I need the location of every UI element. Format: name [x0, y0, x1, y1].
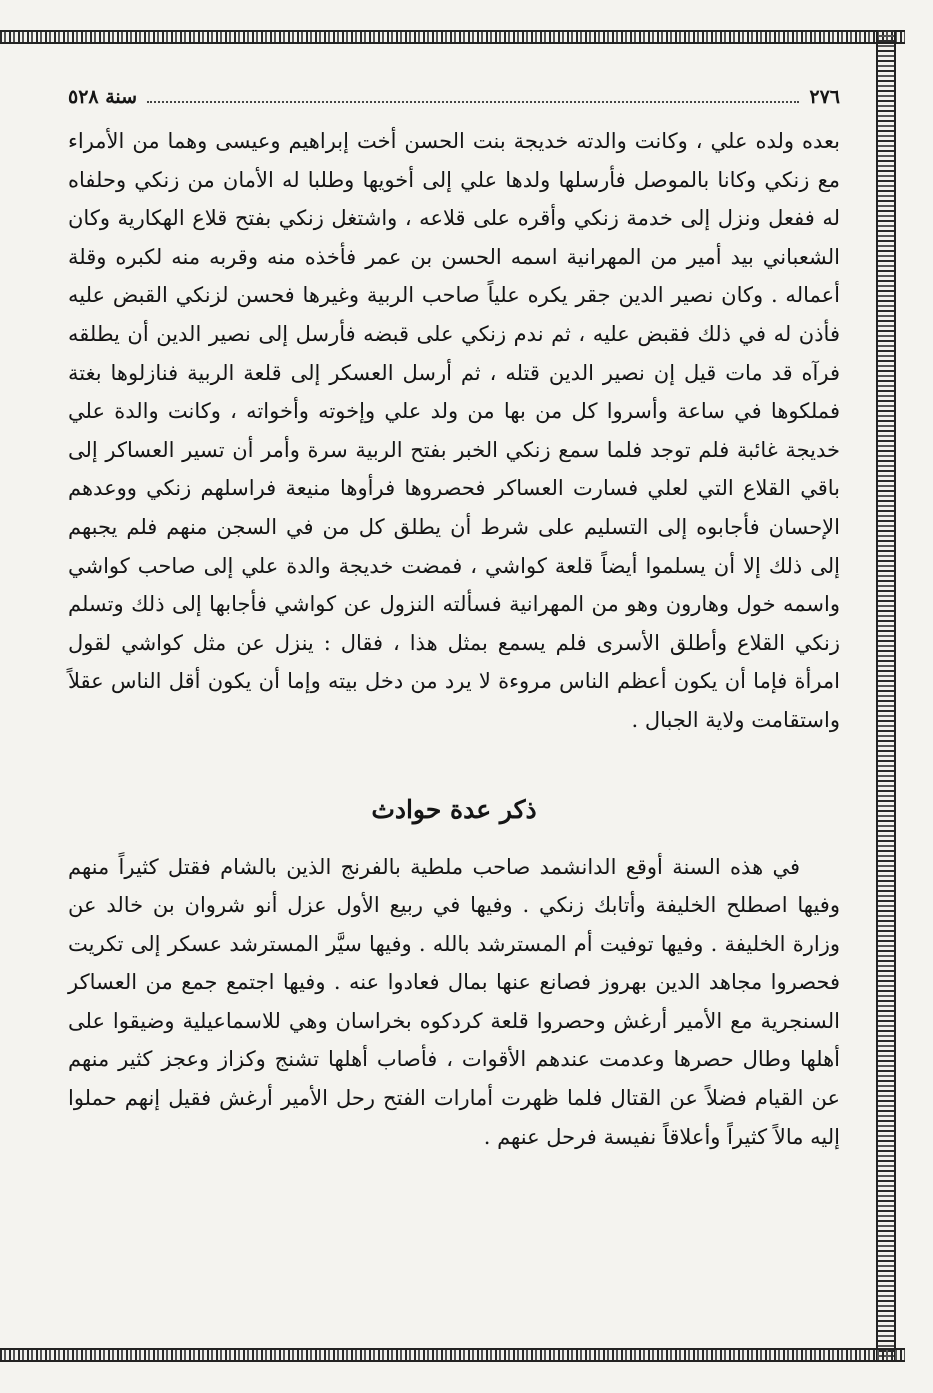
header-dotted-leader	[147, 91, 799, 103]
running-header	[68, 86, 840, 122]
year-label: سنة ٥٢٨	[68, 86, 138, 108]
page-content	[68, 86, 840, 1156]
paragraph-2: في هذه السنة أوقع الدانشمد صاحب ملطية بالفرنج الذين بالشام فقتل كثيراً منهم وفيها اصطلح الخليفة وأتابك زنكي . وفيها في ربيع الأول عزل أنو شروان بن خالد عن وزارة الخليفة . وفيها توفيت أم المسترشد بالله . وفيها سيَّر المسترشد عسكر إلى تكريت فحصروا مجاهد الدين بهروز فصانع عنها بمال فعادوا عنه . وفيها اجتمع جمع من العساكر السنجرية مع الأمير أرغش وحصروا قلعة كردكوه بخراسان وهي للاسماعيلية وضيقوا على أهلها وطال حصرها وعدمت عندهم الأقوات ، فأصاب أهلها تشنج وكزاز وعجز كثير منهم عن القيام فضلاً عن القتال فلما ظهرت أمارات الفتح رحل الأمير أرغش فقيل إنهم حملوا إليه مالاً كثيراً وأعلاقاً نفيسة فرحل عنهم .	[68, 854, 840, 1149]
section-title: ذكر عدة حوادث	[371, 794, 537, 824]
paragraph-1: بعده ولده علي ، وكانت والدته خديجة بنت الحسن أخت إبراهيم وعيسى وهما من الأمراء مع زنكي وكانا بالموصل فأرسلها ولدها علي إلى أخويها وطلبا له الأمان من زنكي وحلفاه له ففعل ونزل إلى خدمة زنكي وأقره على قلاعه ، واشتغل زنكي بفتح قلاع الهكارية وكان الشعباني بيد أمير من المهرانية اسمه الحسن بن عمر فأخذه منه وقربه منه لكبره وقلة أعماله . وكان نصير الدين جقر يكره علياً صاحب الربية وغيرها فحسن لزنكي القبض عليه فأذن له في ذلك فقبض عليه ، ثم ندم زنكي على قبضه فأرسل إلى نصير الدين أن يطلقه فرآه قد مات قيل إن نصير الدين قتله ، ثم أرسل العسكر إلى قلعة الربية فنازلوها بغتة فملكوها في ساعة وأسروا كل من بها من ولد علي وإخوته وأخواته ، وكانت والدة علي خديجة غائبة فلم توجد فلما سمع زنكي الخبر بفتح الربية سرة وأمر أن تسير العساكر إلى باقي القلاع التي لعلي فسارت العساكر فحصروها فرأوها منيعة فراسلهم زنكي ووعدهم الإحسان فأجابوه إلى التسليم على شرط أن يطلق كل من في السجن منهم فلم يجبهم إلى ذلك إلا أن يسلموا أيضاً قلعة كواشي ، فمضت خديجة والدة علي إلى صاحب كواشي واسمه خول وهارون وهو من المهرانية فسألته النزول عن كواشي فأجابها إلى ذلك وتسلم زنكي القلاع وأطلق الأسرى فلم يسمع بمثل هذا ، فقال : ينزل عن مثل كواشي لقول امرأة فإما أن يكون أعظم الناس مروءة لا يرد من دخل بيته وإما أن يكون أقل الناس عقلاً واستقامت ولاية الجبال .	[68, 129, 840, 732]
ornamental-border-right	[876, 30, 896, 1362]
ornamental-border-bottom	[0, 1348, 905, 1362]
ornamental-border-top	[0, 30, 905, 44]
page-number: ٢٧٦	[809, 86, 840, 108]
